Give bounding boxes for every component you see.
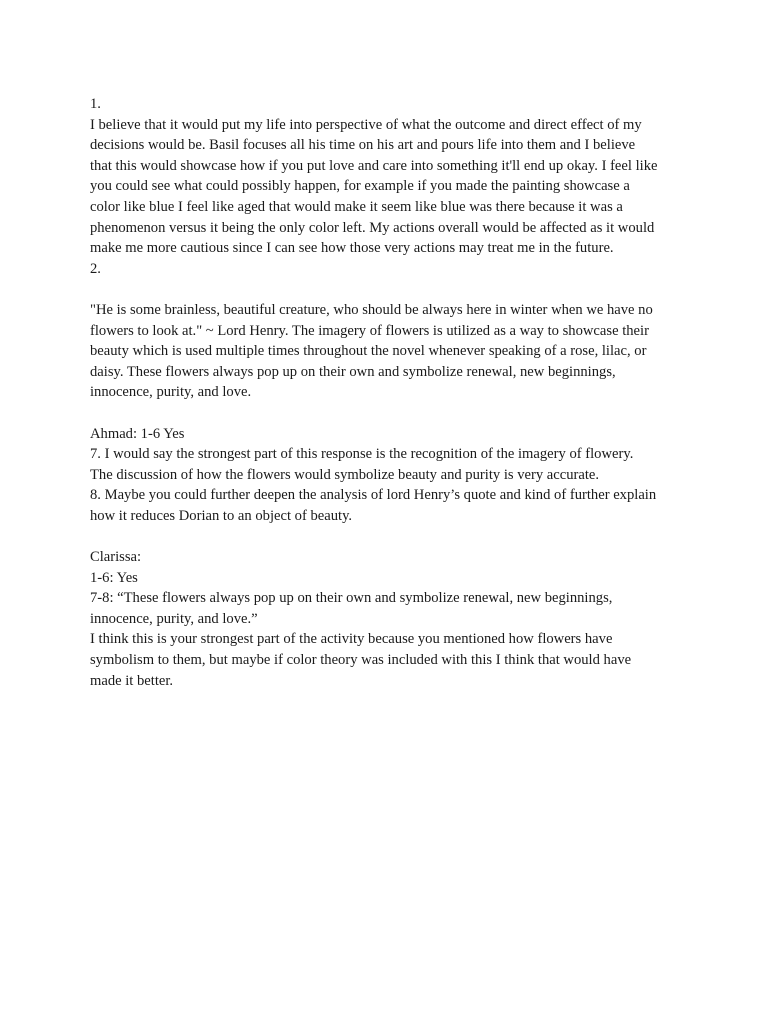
paragraph-spacer (90, 403, 690, 424)
section-1-line: I believe that it would put my life into perspective of what the outcome and direct effect of my (90, 116, 642, 133)
ahmad-heading: Ahmad: 1-6 Yes (90, 425, 185, 442)
clarissa-heading: Clarissa: (90, 549, 142, 566)
document-body (90, 94, 690, 691)
section-2-line: daisy. These flowers always pop up on their own and symbolize renewal, new beginnings, (90, 363, 616, 380)
section-1-line: decisions would be. Basil focuses all his time on his art and pours life into them and I believe (90, 137, 636, 154)
ahmad-feedback-line: The discussion of how the flowers would symbolize beauty and purity is very accurate. (90, 466, 600, 483)
ahmad-feedback-line: 7. I would say the strongest part of this response is the recognition of the imagery of flowery. (90, 446, 634, 463)
section-2-line: flowers to look at." ~ Lord Henry. The imagery of flowers is utilized as a way to showcase their (90, 322, 649, 339)
section-1-line: phenomenon versus it being the only color left. My actions overall would be affected as it would (90, 219, 655, 236)
section-1-line: make me more cautious since I can see how those very actions may treat me in the future. (90, 240, 614, 257)
section-2-number: 2. (90, 260, 101, 277)
section-2-line: "He is some brainless, beautiful creature, who should be always here in winter when we have no (90, 301, 653, 318)
clarissa-feedback-line: made it better. (90, 672, 174, 689)
clarissa-feedback-line: 7-8: “These flowers always pop up on their own and symbolize renewal, new beginnings, (90, 590, 613, 607)
paragraph-spacer (90, 279, 690, 300)
section-2-line: beauty which is used multiple times throughout the novel whenever speaking of a rose, lilac, or (90, 343, 647, 360)
clarissa-feedback-line: I think this is your strongest part of the activity because you mentioned how flowers have (90, 631, 613, 648)
paragraph-spacer (90, 526, 690, 547)
section-1-line: that this would showcase how if you put love and care into something it'll end up okay. I feel like (90, 157, 658, 174)
section-1-line: you could see what could possibly happen, for example if you made the painting showcase a (90, 178, 630, 195)
section-2-line: innocence, purity, and love. (90, 384, 252, 401)
clarissa-feedback-line: symbolism to them, but maybe if color theory was included with this I think that would have (90, 652, 632, 669)
section-1-line: color like blue I feel like aged that would make it seem like blue was there because it was a (90, 198, 623, 215)
ahmad-feedback-line: 8. Maybe you could further deepen the analysis of lord Henry’s quote and kind of further explain (90, 487, 657, 504)
clarissa-feedback-line: 1-6: Yes (90, 569, 138, 586)
section-1-number: 1. (90, 96, 101, 112)
clarissa-feedback-line: innocence, purity, and love.” (90, 610, 258, 627)
ahmad-feedback-line: how it reduces Dorian to an object of beauty. (90, 507, 353, 524)
